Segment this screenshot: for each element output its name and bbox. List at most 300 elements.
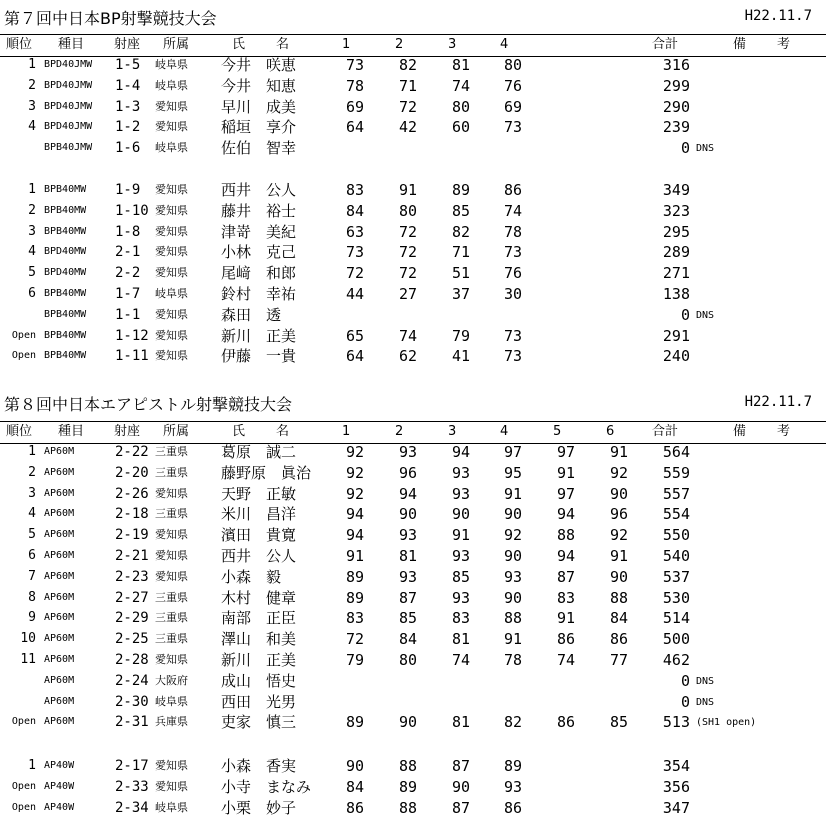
prefecture: 三重県 [155,632,188,646]
score-3: 81 [451,713,471,732]
score-2: 93 [398,567,418,586]
table-row [0,608,826,629]
score-3: 37 [451,285,471,303]
score-3: 89 [451,181,471,199]
score-4: 88 [503,609,523,628]
score-4: 73 [503,118,523,137]
event: AP60M [44,612,75,624]
table-row [0,346,826,367]
prefecture: 愛知県 [155,120,188,134]
table-row [0,76,826,97]
score-2: 72 [398,243,418,262]
event: AP60M [44,466,75,478]
prefecture: 岐阜県 [155,78,188,92]
prefecture: 三重県 [155,611,188,625]
score-3: 87 [451,798,471,817]
score-4: 91 [503,630,523,649]
header-event: 種目 [58,37,85,52]
total: 0 [680,139,690,158]
rank: 8 [28,589,36,605]
score-6: 92 [609,463,629,482]
athlete-name: 佐伯 智幸 [221,139,297,158]
header-rank: 順位 [6,424,33,439]
rank: Open [11,716,36,728]
score-4: 80 [503,56,523,74]
score-6: 91 [609,547,629,565]
event: BPB40MW [44,225,87,237]
seat: 2-33 [115,778,149,795]
total: 349 [662,181,690,199]
score-2: 74 [398,326,418,345]
table-row [0,588,826,609]
score-1: 64 [345,347,365,366]
event: BPD40JMW [44,59,93,70]
table-row [0,712,826,733]
total: 138 [662,285,690,303]
note: (SH1 open) [696,717,757,729]
score-2: 71 [398,76,418,95]
table-row [0,525,826,546]
score-2: 42 [398,118,418,137]
prefecture: 三重県 [155,465,188,479]
event: BPB40JMW [44,142,93,154]
event: AP60M [44,674,75,686]
section-date: H22.11.7 [744,8,812,24]
event: AP60M [44,695,75,707]
athlete-name: 木村 健章 [221,588,297,607]
score-4: 93 [503,567,523,586]
score-3: 87 [451,757,471,775]
total: 462 [662,651,690,669]
event: AP60M [44,550,75,561]
table-row [0,442,826,463]
score-5: 86 [556,630,576,649]
prefecture: 愛知県 [155,549,188,562]
prefecture: 兵庫県 [155,715,188,729]
seat: 2-26 [115,485,149,502]
table-row [0,222,826,243]
event: AP60M [44,508,75,520]
score-2: 27 [398,285,418,303]
score-6: 84 [609,609,629,628]
score-4: 69 [503,97,523,116]
athlete-name: 藤野原 眞治 [221,463,312,482]
section-title: 第７回中日本BP射撃競技大会 [4,9,217,28]
score-2: 62 [398,347,418,366]
total: 289 [662,243,690,262]
score-1: 83 [345,609,365,628]
total: 557 [662,484,690,503]
score-4: 90 [503,588,523,607]
header-surname: 氏 [232,424,246,439]
rank: Open [11,329,36,341]
score-1: 94 [345,526,365,545]
prefecture: 三重県 [155,445,188,458]
total: 290 [662,97,690,116]
total: 513 [662,713,690,732]
event: BPB40MW [44,329,87,341]
event: BPB40MW [44,350,87,362]
athlete-name: 西田 光男 [221,692,297,711]
score-4: 73 [503,243,523,262]
prefecture: 愛知県 [155,99,188,113]
score-1: 69 [345,97,365,116]
score-3: 74 [451,651,471,669]
seat: 1-7 [115,286,141,302]
score-1: 79 [345,651,365,669]
total: 514 [662,609,690,628]
total: 559 [662,463,690,482]
score-1: 89 [345,588,365,607]
score-5: 94 [556,547,576,565]
athlete-name: 稲垣 享介 [221,118,297,137]
score-2: 81 [398,547,418,565]
header-total: 合計 [652,424,679,439]
rank: 1 [28,182,36,197]
athlete-name: 尾﨑 和郎 [221,264,297,283]
prefecture: 愛知県 [155,245,188,259]
score-4: 78 [503,651,523,669]
athlete-name: 伊藤 一貴 [221,347,297,366]
score-4: 89 [503,757,523,775]
rank: 2 [28,77,36,93]
score-4: 30 [503,285,523,303]
score-1: 65 [345,326,365,345]
prefecture: 愛知県 [155,328,188,342]
score-2: 96 [398,463,418,482]
header-s1: 1 [342,37,351,52]
total: 240 [662,347,690,366]
seat: 1-5 [115,57,141,73]
score-3: 60 [451,118,471,137]
event: AP40W [44,760,75,771]
score-5: 94 [556,505,576,524]
athlete-name: 今井 知恵 [221,76,297,95]
prefecture: 愛知県 [155,183,188,196]
score-1: 63 [345,222,365,241]
athlete-name: 小林 克己 [221,243,297,262]
total: 550 [662,526,690,545]
score-4: 82 [503,713,523,732]
event: BPD40MW [44,246,87,258]
score-2: 82 [398,56,418,74]
seat: 2-19 [115,527,149,544]
total: 0 [680,692,690,711]
event: AP40W [44,801,75,813]
score-3: 83 [451,609,471,628]
athlete-name: 津嵜 美紀 [221,222,297,241]
score-4: 91 [503,484,523,503]
header-s4: 4 [500,424,509,439]
prefecture: 愛知県 [155,779,188,793]
athlete-name: 天野 正敏 [221,484,297,503]
score-2: 91 [398,181,418,199]
event: AP60M [44,446,75,457]
section-date: H22.11.7 [744,394,812,410]
score-1: 83 [345,181,365,199]
header-s3: 3 [448,424,457,439]
total: 564 [662,443,690,461]
table-header [0,421,826,444]
score-4: 76 [503,264,523,283]
seat: 2-29 [115,610,149,627]
seat: 2-1 [115,244,141,261]
table-row [0,777,826,798]
score-4: 97 [503,443,523,461]
table-row [0,650,826,671]
table-row [0,629,826,650]
seat: 2-27 [115,589,149,606]
header-s2: 2 [395,37,404,52]
section-title: 第８回中日本エアピストル射撃競技大会 [4,395,293,414]
rank: 9 [28,610,36,626]
total: 291 [662,326,690,345]
rank: 1 [28,758,36,773]
event: BPB40MW [44,204,87,216]
score-4: 76 [503,76,523,95]
note: DNS [696,309,715,321]
prefecture: 愛知県 [155,486,188,500]
rank: 2 [28,464,36,480]
note: DNS [696,675,715,687]
score-6: 85 [609,713,629,732]
score-1: 90 [345,757,365,775]
rank: 1 [28,57,36,72]
score-6: 88 [609,588,629,607]
table-row [0,117,826,138]
seat: 2-23 [115,568,149,585]
score-2: 93 [398,526,418,545]
score-1: 94 [345,505,365,524]
header-given: 名 [276,424,290,439]
total: 530 [662,588,690,607]
table-row [0,284,826,305]
score-3: 51 [451,264,471,283]
athlete-name: 森田 透 [221,305,282,324]
score-3: 71 [451,243,471,262]
seat: 1-3 [115,98,141,115]
score-2: 72 [398,222,418,241]
athlete-name: 早川 成美 [221,97,297,116]
header-note1: 備 [733,424,747,439]
table-row [0,798,826,819]
header-surname: 氏 [232,37,246,52]
score-1: 73 [345,243,365,262]
score-3: 81 [451,630,471,649]
score-4: 86 [503,798,523,817]
athlete-name: 鈴村 幸祐 [221,285,297,303]
score-3: 93 [451,484,471,503]
score-1: 92 [345,443,365,461]
score-4: 92 [503,526,523,545]
header-s1: 1 [342,424,351,439]
table-row [0,180,826,201]
score-1: 89 [345,713,365,732]
prefecture: 岐阜県 [155,800,188,814]
score-1: 86 [345,798,365,817]
prefecture: 三重県 [155,590,188,604]
score-6: 96 [609,505,629,524]
score-3: 74 [451,76,471,95]
score-5: 91 [556,609,576,628]
athlete-name: 西井 公人 [221,181,297,199]
header-seat: 射座 [114,424,141,439]
prefecture: 愛知県 [155,528,188,542]
score-2: 80 [398,201,418,220]
score-5: 97 [556,484,576,503]
rank: 5 [28,527,36,543]
header-note2: 考 [777,424,791,439]
score-3: 93 [451,588,471,607]
athlete-name: 小寺 まなみ [221,777,312,796]
athlete-name: 藤井 裕士 [221,201,297,220]
header-total: 合計 [652,37,679,52]
event: AP60M [44,529,75,541]
score-3: 91 [451,526,471,545]
event: AP60M [44,487,75,499]
score-1: 84 [345,201,365,220]
total: 540 [662,547,690,565]
table-row [0,546,826,567]
header-note2: 考 [777,37,791,52]
score-4: 86 [503,181,523,199]
score-3: 85 [451,201,471,220]
score-6: 91 [609,443,629,461]
athlete-name: 新川 正美 [221,651,297,669]
rank: 4 [28,244,36,260]
score-1: 78 [345,76,365,95]
total: 0 [680,671,690,690]
rank: Open [11,780,36,792]
athlete-name: 小森 香実 [221,757,297,775]
header-s3: 3 [448,37,457,52]
rank: 3 [28,223,36,239]
rank: 11 [20,652,36,667]
score-2: 89 [398,777,418,796]
score-3: 82 [451,222,471,241]
total: 299 [662,76,690,95]
prefecture: 岐阜県 [155,58,188,71]
total: 0 [680,305,690,324]
score-2: 88 [398,798,418,817]
athlete-name: 新川 正美 [221,326,297,345]
score-5: 87 [556,567,576,586]
total: 295 [662,222,690,241]
seat: 1-9 [115,182,141,198]
header-s2: 2 [395,424,404,439]
table-row [0,671,826,692]
seat: 1-11 [115,348,149,365]
prefecture: 愛知県 [155,653,188,666]
score-4: 90 [503,547,523,565]
score-3: 85 [451,567,471,586]
prefecture: 岐阜県 [155,694,188,708]
event: BPB40MW [44,184,87,195]
score-4: 93 [503,777,523,796]
prefecture: 愛知県 [155,349,188,363]
athlete-name: 葛原 誠二 [221,443,297,461]
seat: 2-17 [115,758,149,774]
table-row [0,305,826,326]
athlete-name: 濱田 貴寛 [221,526,297,545]
table-row [0,567,826,588]
seat: 2-30 [115,693,149,710]
seat: 1-10 [115,202,149,219]
score-1: 89 [345,567,365,586]
score-5: 83 [556,588,576,607]
score-2: 84 [398,630,418,649]
total: 356 [662,777,690,796]
score-5: 91 [556,463,576,482]
total: 271 [662,264,690,283]
event: BPD40JMW [44,79,93,91]
rank: Open [11,801,36,813]
event: BPD40JMW [44,121,93,133]
rank: 6 [28,286,36,301]
score-4: 78 [503,222,523,241]
table-row [0,97,826,118]
total: 500 [662,630,690,649]
event: AP60M [44,570,75,582]
total: 554 [662,505,690,524]
total: 239 [662,118,690,137]
score-2: 88 [398,757,418,775]
score-3: 41 [451,347,471,366]
total: 316 [662,56,690,74]
rank: 6 [28,548,36,563]
score-3: 80 [451,97,471,116]
event: BPB40MW [44,288,87,299]
event: BPB40MW [44,308,87,320]
score-6: 92 [609,526,629,545]
table-row [0,692,826,713]
table-row [0,263,826,284]
score-2: 80 [398,651,418,669]
seat: 1-6 [115,140,141,157]
header-pref: 所属 [163,424,190,439]
rank: 1 [28,444,36,459]
seat: 1-8 [115,223,141,240]
score-4: 90 [503,505,523,524]
note: DNS [696,143,715,155]
score-1: 92 [345,463,365,482]
score-2: 72 [398,97,418,116]
seat: 1-1 [115,306,141,323]
table-row [0,504,826,525]
score-3: 90 [451,505,471,524]
score-4: 73 [503,347,523,366]
seat: 2-24 [115,672,149,689]
event: AP60M [44,654,75,665]
event: AP60M [44,633,75,645]
seat: 2-31 [115,714,149,731]
header-given: 名 [276,37,290,52]
rank: 5 [28,265,36,281]
score-1: 92 [345,484,365,503]
seat: 2-22 [115,444,149,460]
event: BPD40MW [44,267,87,279]
header-note1: 備 [733,37,747,52]
score-3: 90 [451,777,471,796]
athlete-name: 吏家 慎三 [221,713,297,732]
seat: 1-4 [115,77,141,94]
score-5: 74 [556,651,576,669]
seat: 2-21 [115,548,149,564]
prefecture: 岐阜県 [155,287,188,300]
score-6: 77 [609,651,629,669]
score-1: 84 [345,777,365,796]
prefecture: 愛知県 [155,224,188,238]
